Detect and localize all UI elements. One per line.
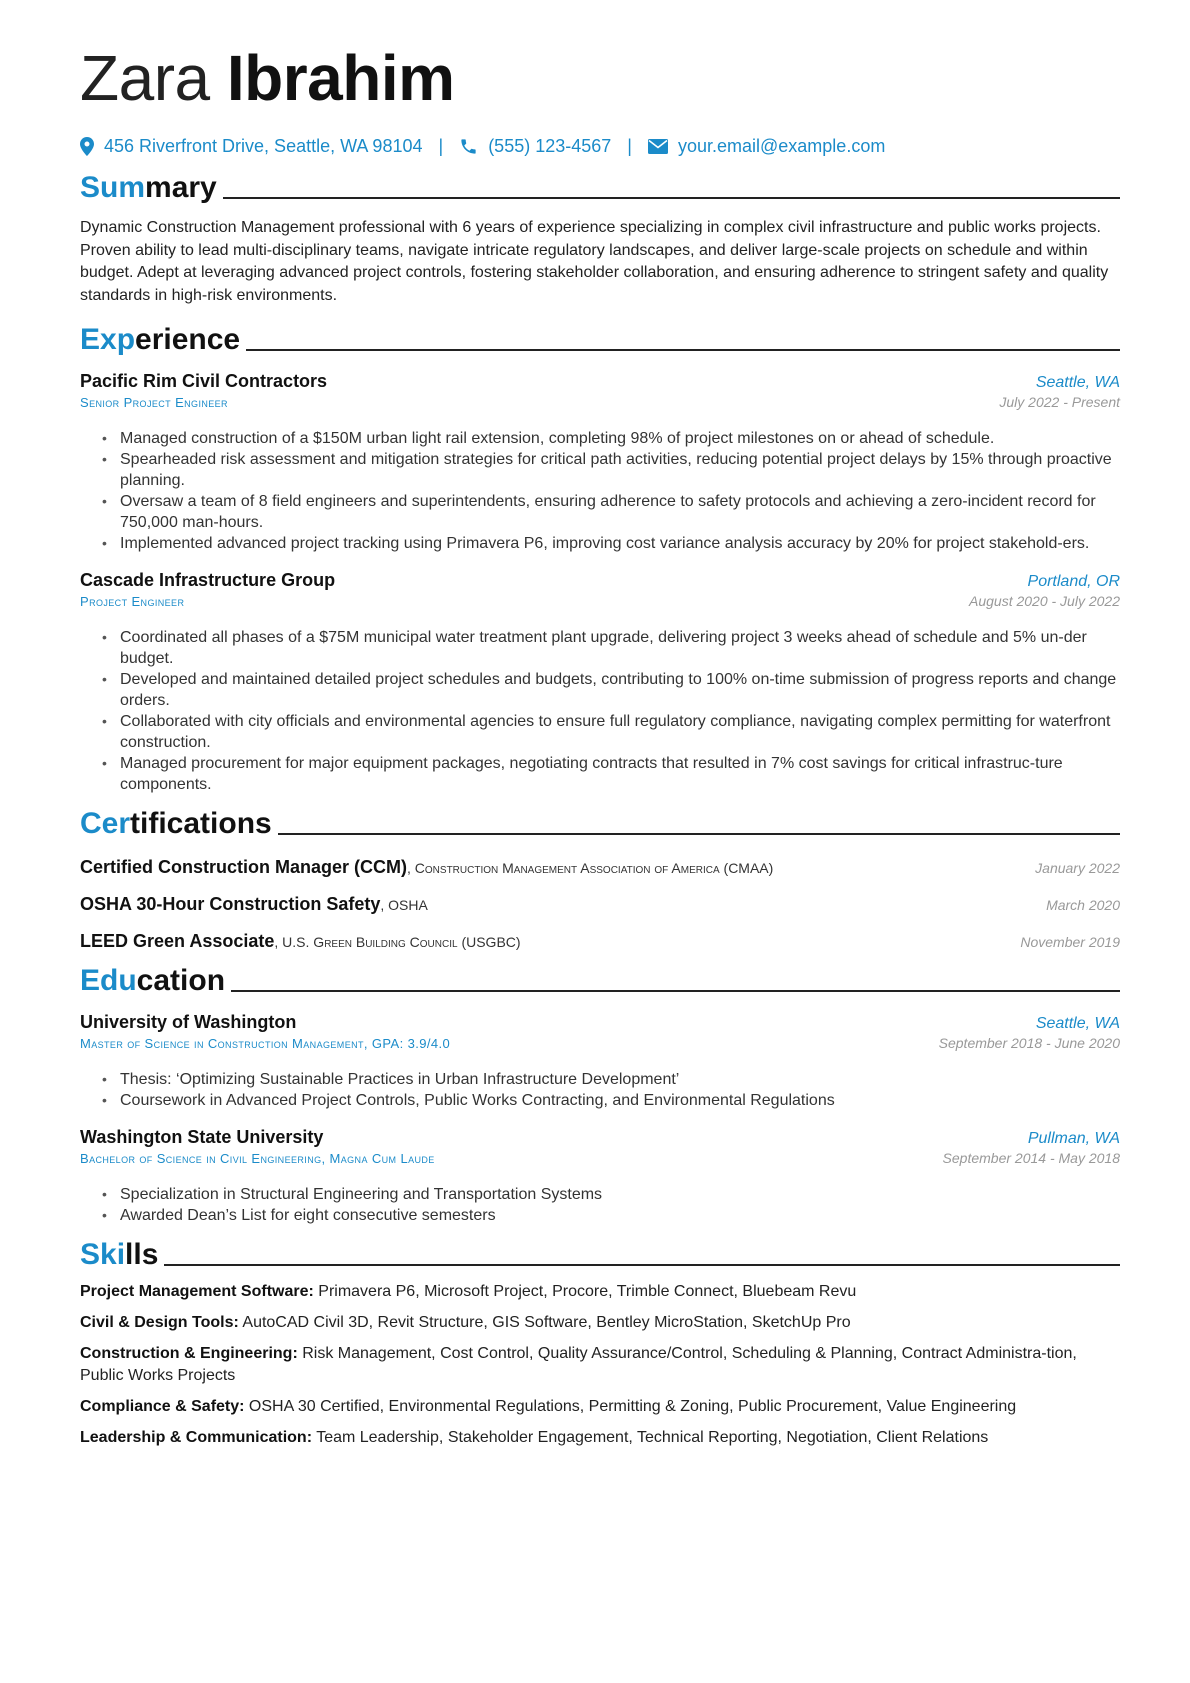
skill-row bbox=[80, 1312, 1120, 1334]
envelope-icon bbox=[648, 139, 668, 154]
certification-entry bbox=[80, 857, 1120, 878]
skill-label: Leadership & Communication: bbox=[80, 1429, 313, 1446]
certification-name: LEED Green Associate bbox=[80, 931, 275, 951]
contact-email[interactable] bbox=[648, 136, 885, 157]
section-title: Education bbox=[80, 964, 226, 997]
certification-issuer: , OSHA bbox=[380, 897, 428, 913]
job-dates: July 2022 - Present bbox=[999, 394, 1120, 410]
skill-row bbox=[80, 1281, 1120, 1303]
certification-date: March 2020 bbox=[1046, 897, 1120, 913]
list-item: • Developed and maintained detailed project schedules and budgets, contributing to 100% on-time submission of progress reports and change orders. bbox=[102, 669, 1122, 711]
skill-row bbox=[80, 1427, 1120, 1449]
skill-value: AutoCAD Civil 3D, Revit Structure, GIS Software, Bentley MicroStation, SketchUp Pro bbox=[238, 1314, 851, 1331]
skills-section bbox=[80, 1236, 1120, 1449]
school-location: Pullman, WA bbox=[1027, 1130, 1120, 1147]
education-bullets bbox=[80, 1184, 1122, 1226]
company-name: Cascade Infrastructure Group bbox=[80, 570, 336, 590]
certifications-section bbox=[80, 805, 1120, 952]
certification-name: OSHA 30-Hour Construction Safety bbox=[80, 894, 381, 914]
section-divider bbox=[223, 197, 1120, 199]
section-title: Certifications bbox=[80, 807, 272, 840]
section-title: Experience bbox=[80, 323, 241, 356]
school-location: Seattle, WA bbox=[1035, 1015, 1120, 1032]
list-item: • Managed procurement for major equipment packages, negotiating contracts that resulted in 7% cost savings for critical infrastruc-ture components. bbox=[102, 753, 1122, 795]
education-bullets bbox=[80, 1069, 1122, 1111]
section-title: Skills bbox=[80, 1238, 159, 1271]
education-entry bbox=[80, 1127, 1120, 1226]
job-title: Senior Project Engineer bbox=[80, 395, 228, 410]
job-title: Project Engineer bbox=[80, 594, 185, 609]
summary-section bbox=[80, 169, 1120, 307]
section-divider bbox=[164, 1264, 1120, 1266]
education-entry bbox=[80, 1012, 1120, 1111]
job-dates: August 2020 - July 2022 bbox=[969, 593, 1120, 609]
list-item: • Managed construction of a $150M urban light rail extension, completing 98% of project milestones on or ahead of schedule. bbox=[102, 428, 1122, 449]
job-entry bbox=[80, 570, 1120, 795]
list-item: • Awarded Dean’s List for eight consecutive semesters bbox=[102, 1205, 1122, 1226]
skill-value: Team Leadership, Stakeholder Engagement, Technical Reporting, Negotiation, Client Relations bbox=[312, 1429, 989, 1446]
section-heading bbox=[80, 169, 1120, 205]
section-heading bbox=[80, 1236, 1120, 1272]
certification-issuer: , Construction Management Association of America (CMAA) bbox=[407, 860, 774, 876]
last-name: Ibrahim bbox=[226, 42, 455, 114]
list-item: • Spearheaded risk assessment and mitigation strategies for critical path activities, reducing potential project delays by 15% through proactive planning. bbox=[102, 449, 1122, 491]
skill-label: Compliance & Safety: bbox=[80, 1398, 245, 1415]
section-heading bbox=[80, 962, 1120, 998]
phone-text: (555) 123-4567 bbox=[488, 136, 612, 156]
phone-icon bbox=[459, 137, 478, 156]
list-item: • Implemented advanced project tracking using Primavera P6, improving cost variance analysis accuracy by 20% for project stakehold-ers. bbox=[102, 533, 1122, 554]
contact-separator: | bbox=[438, 136, 444, 156]
certification-name: Certified Construction Manager (CCM) bbox=[80, 857, 408, 877]
certification-issuer: , U.S. Green Building Council (USGBC) bbox=[274, 934, 521, 950]
list-item: • Thesis: ‘Optimizing Sustainable Practices in Urban Infrastructure Development’ bbox=[102, 1069, 1122, 1090]
experience-section bbox=[80, 321, 1120, 795]
skill-label: Construction & Engineering: bbox=[80, 1345, 298, 1362]
contact-separator: | bbox=[627, 136, 632, 156]
job-bullets bbox=[80, 627, 1122, 795]
job-location: Seattle, WA bbox=[1035, 374, 1120, 391]
address-text: 456 Riverfront Drive, Seattle, WA 98104 bbox=[104, 136, 423, 156]
education-dates: September 2018 - June 2020 bbox=[938, 1035, 1120, 1051]
degree: Bachelor of Science in Civil Engineering, Magna Cum Laude bbox=[80, 1151, 435, 1166]
map-marker-icon bbox=[80, 137, 94, 156]
section-heading bbox=[80, 805, 1120, 841]
school-name: University of Washington bbox=[80, 1012, 297, 1032]
skill-label: Civil & Design Tools: bbox=[80, 1314, 239, 1331]
section-divider bbox=[246, 349, 1120, 351]
education-dates: September 2014 - May 2018 bbox=[942, 1150, 1120, 1166]
skill-value: Risk Management, Cost Control, Quality Assurance/Control, Scheduling & Planning, Contract Administra-tion, Public Works Projects bbox=[80, 1345, 1077, 1384]
contact-address bbox=[80, 136, 423, 157]
company-name: Pacific Rim Civil Contractors bbox=[80, 371, 328, 391]
job-entry bbox=[80, 371, 1120, 554]
list-item: • Coursework in Advanced Project Controls, Public Works Contracting, and Environmental Regulations bbox=[102, 1090, 1122, 1111]
certification-entry bbox=[80, 931, 1120, 952]
job-location: Portland, OR bbox=[1027, 573, 1120, 590]
section-heading bbox=[80, 321, 1120, 357]
degree: Master of Science in Construction Management, GPA: 3.9/4.0 bbox=[80, 1036, 451, 1051]
first-name: Zara bbox=[80, 42, 210, 114]
certification-date: January 2022 bbox=[1035, 860, 1120, 876]
skill-row bbox=[80, 1396, 1120, 1418]
section-divider bbox=[231, 990, 1120, 992]
contact-phone[interactable] bbox=[459, 136, 611, 157]
skill-value: OSHA 30 Certified, Environmental Regulations, Permitting & Zoning, Public Procurement, Value Engineering bbox=[244, 1398, 1017, 1415]
certification-entry bbox=[80, 894, 1120, 915]
school-name: Washington State University bbox=[80, 1127, 324, 1147]
contact-bar bbox=[80, 136, 1120, 157]
candidate-name bbox=[80, 40, 1120, 116]
skill-value: Primavera P6, Microsoft Project, Procore, Trimble Connect, Bluebeam Revu bbox=[313, 1283, 857, 1300]
section-title: Summary bbox=[80, 171, 217, 204]
education-section bbox=[80, 962, 1120, 1226]
certification-date: November 2019 bbox=[1020, 934, 1120, 950]
list-item: • Specialization in Structural Engineering and Transportation Systems bbox=[102, 1184, 1122, 1205]
section-divider bbox=[278, 833, 1120, 835]
skill-label: Project Management Software: bbox=[80, 1283, 314, 1300]
email-text: your.email@example.com bbox=[677, 136, 886, 156]
list-item: • Coordinated all phases of a $75M municipal water treatment plant upgrade, delivering project 3 weeks ahead of schedule and 5% un-der budget. bbox=[102, 627, 1122, 669]
skill-row bbox=[80, 1343, 1120, 1387]
list-item: • Oversaw a team of 8 field engineers and superintendents, ensuring adherence to safety protocols and achieving a zero-incident record for 750,000 man-hours. bbox=[102, 491, 1122, 533]
list-item: • Collaborated with city officials and environmental agencies to ensure full regulatory compliance, navigating complex permitting for waterfront construction. bbox=[102, 711, 1122, 753]
job-bullets bbox=[80, 428, 1122, 554]
summary-text: Dynamic Construction Management professional with 6 years of experience specializing in complex civil infrastructure and public works projects. Proven ability to lead multi-disciplinary teams, navigate intricate regulatory landscapes, and deliver large-scale projects on schedule and within budget. Adept at leveraging advanced project controls, fostering stakeholder collaboration, and ensuring adherence to stringent safety and quality standards in high-risk environments. bbox=[80, 219, 1109, 304]
